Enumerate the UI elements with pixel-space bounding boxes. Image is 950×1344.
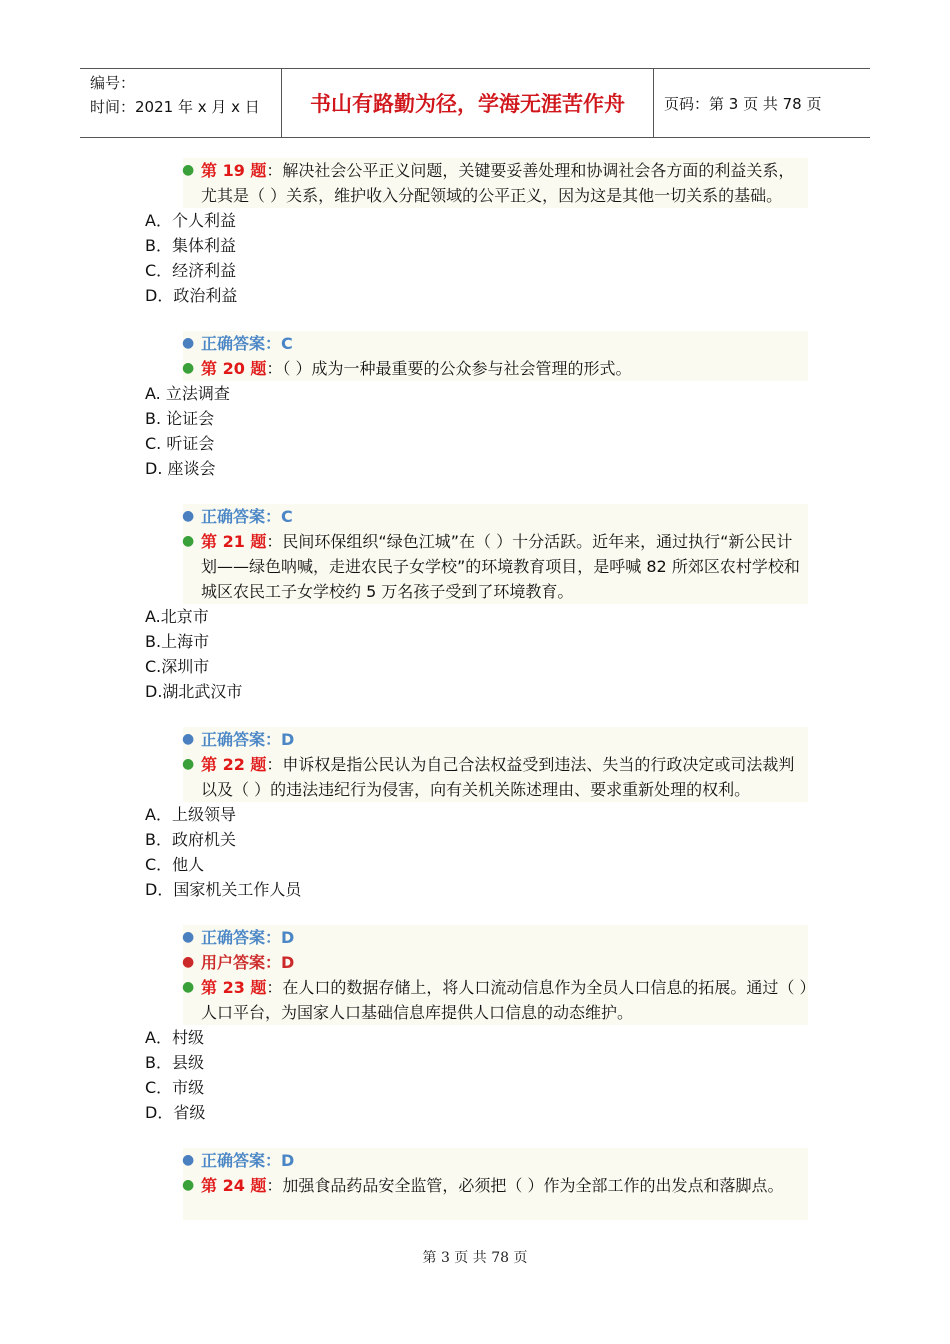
option-d: D．政治利益 (145, 286, 238, 305)
option-c: C.深圳市 (145, 657, 210, 676)
option-a: A．村级 (145, 1028, 204, 1047)
correct-answer: ● 正确答案：C (183, 504, 808, 529)
question-number: 第 19 题 (201, 161, 267, 180)
page-header (80, 68, 870, 138)
bullet-icon: ● (182, 1177, 195, 1193)
bullet-icon: ● (182, 756, 195, 772)
question-number: 第 20 题 (201, 359, 267, 378)
bullet-icon: ● (182, 335, 195, 351)
option-d: D. 座谈会 (145, 459, 216, 478)
correct-answer: ● 正确答案：D (183, 1148, 808, 1173)
option-b: B．政府机关 (145, 830, 236, 849)
bullet-icon: ● (182, 360, 195, 376)
option-b: B．集体利益 (145, 236, 236, 255)
question-number: 第 21 题 (201, 532, 267, 551)
question-number: 第 24 题 (201, 1176, 267, 1195)
question-24-continuation (183, 1198, 808, 1220)
correct-answer: ● 正确答案：D (183, 727, 808, 752)
option-d: D．省级 (145, 1103, 206, 1122)
option-a: A. 立法调查 (145, 384, 230, 403)
question-24 (183, 1173, 808, 1198)
option-a: A.北京市 (145, 607, 209, 626)
bullet-icon: ● (182, 954, 195, 970)
header-motto: 书山有路勤为径，学海无涯苦作舟 (282, 69, 654, 137)
question-text: ：（ ）成为一种最重要的公众参与社会管理的形式。 (266, 359, 632, 378)
bullet-icon: ● (182, 731, 195, 747)
option-c: C．经济利益 (145, 261, 237, 280)
option-d: D.湖北武汉市 (145, 682, 243, 701)
header-page-number: 页码：第 3 页 共 78 页 (664, 94, 822, 113)
correct-answer: ● 正确答案：C (183, 331, 808, 356)
option-a: A．个人利益 (145, 211, 236, 230)
bullet-icon: ● (182, 979, 195, 995)
question-text: ：解决社会公平正义问题，关键要妥善处理和协调社会各方面的利益关系，尤其是（ ）关系，维护收入分配领域的公平正义，因为这是其他一切关系的基础。 (201, 161, 795, 205)
option-c: C．他人 (145, 855, 205, 874)
question-text: ：申诉权是指公民认为自己合法权益受到违法、失当的行政决定或司法裁判以及（ ）的违法违纪行为侵害，向有关机关陈述理由、要求重新处理的权利。 (201, 755, 795, 799)
bullet-icon: ● (182, 508, 195, 524)
bullet-icon: ● (182, 929, 195, 945)
option-c: C．市级 (145, 1078, 205, 1097)
bullet-icon: ● (182, 162, 195, 178)
bullet-icon: ● (182, 1152, 195, 1168)
date-label: 时间：2021 年 x 月 x 日 (90, 98, 260, 116)
question-text: ：民间环保组织“绿色江城”在（ ）十分活跃。近年来，通过执行“新公民计划——绿色呐喊，走进农民子女学校”的环境教育项目，是呼喊 82 所郊区农村学校和城区农民工子女学校约 5 万名孩子受到了环境教育。 (201, 532, 800, 601)
user-answer: ● 用户答案：D (183, 950, 808, 975)
page-footer: 第 3 页 共 78 页 (422, 1250, 528, 1266)
question-23 (183, 975, 808, 1025)
bullet-icon: ● (182, 533, 195, 549)
option-c: C. 听证会 (145, 434, 215, 453)
option-b: B.上海市 (145, 632, 210, 651)
option-d: D．国家机关工作人员 (145, 880, 302, 899)
question-number: 第 22 题 (201, 755, 267, 774)
question-list (0, 158, 950, 1220)
question-text: ：加强食品药品安全监管，必须把（ ）作为全部工作的出发点和落脚点。 (266, 1176, 784, 1195)
serial-number-label: 编号： (90, 74, 136, 92)
option-b: B. 论证会 (145, 409, 215, 428)
question-20 (183, 356, 808, 381)
question-number: 第 23 题 (201, 978, 267, 997)
question-22 (183, 752, 808, 802)
question-text: ：在人口的数据存储上，将人口流动信息作为全员人口信息的拓展。通过（ ）人口平台，为国家人口基础信息库提供人口信息的动态维护。 (201, 978, 808, 1022)
header-meta (80, 69, 282, 137)
option-b: B．县级 (145, 1053, 204, 1072)
correct-answer: ● 正确答案：D (183, 925, 808, 950)
question-19 (183, 158, 808, 208)
option-a: A．上级领导 (145, 805, 236, 824)
question-21 (183, 529, 808, 604)
